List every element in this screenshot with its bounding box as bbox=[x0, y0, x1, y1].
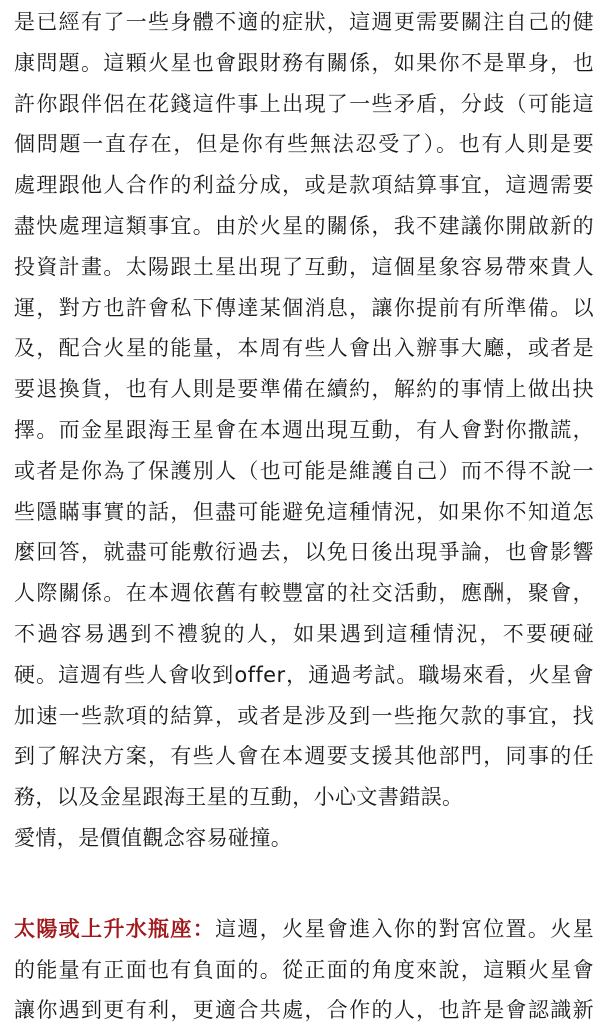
text-line: 不過容易遇到不禮貌的人，如果遇到這種情況，不要硬碰 bbox=[14, 621, 594, 646]
text-line: 要退換貨，也有人則是要準備在續約，解約的事情上做出抉 bbox=[14, 377, 594, 402]
text-line: 運，對方也許會私下傳達某個消息，讓你提前有所準備。以 bbox=[14, 295, 594, 320]
text-line: 的能量有正面也有負面的。從正面的角度來說，這顆火星會 bbox=[14, 957, 594, 982]
love-summary: 愛情，是價值觀念容易碰撞。 bbox=[14, 825, 293, 850]
text-line: 擇。而金星跟海王星會在本週出現互動，有人會對你撒謊， bbox=[14, 417, 594, 442]
article-body bbox=[14, 0, 594, 1031]
section-aquarius bbox=[14, 909, 594, 1031]
text-line: 許你跟伴侶在花錢這件事上出現了一些矛盾，分歧（可能這 bbox=[14, 91, 594, 116]
section-intro-text: 這週，火星會進入你的對宮位置。火星 bbox=[215, 916, 594, 941]
text-line: 投資計畫。太陽跟土星出現了互動，這個星象容易帶來貴人 bbox=[14, 254, 594, 279]
text-line: 是已經有了一些身體不適的症狀，這週更需要關注自己的健 bbox=[14, 10, 594, 34]
text-line: 個問題一直存在，但是你有些無法忍受了）。也有人則是要 bbox=[14, 132, 594, 157]
text-line: 人際關係。在本週依舊有較豐富的社交活動，應酬，聚會， bbox=[14, 581, 594, 606]
paragraph bbox=[14, 2, 594, 818]
section-heading-aquarius: 太陽或上升水瓶座： bbox=[14, 916, 216, 941]
text-line: 加速一些款項的結算，或者是涉及到一些拖欠款的事宜，找 bbox=[14, 703, 594, 728]
text-line: 硬。這週有些人會收到offer，通過考試。職場來看，火星會 bbox=[14, 662, 594, 687]
text-line: 康問題。這顆火星也會跟財務有關係，如果你不是單身，也 bbox=[14, 50, 594, 75]
text-line: 些隱瞞事實的話，但盡可能避免這種情況，如果你不知道怎 bbox=[14, 499, 594, 524]
text-line: 或者是你為了保護別人（也可能是維護自己）而不得不說一 bbox=[14, 458, 594, 483]
text-line: 麼回答，就盡可能敷衍過去，以免日後出現爭論，也會影響 bbox=[14, 540, 594, 565]
text-line: 讓你遇到更有利，更適合共處，合作的人，也許是會認識新 bbox=[14, 998, 594, 1023]
section-first-line bbox=[14, 909, 594, 950]
paragraph-gap bbox=[14, 859, 594, 909]
text-line: 處理跟他人合作的利益分成，或是款項結算事宜，這週需要 bbox=[14, 173, 594, 198]
text-line: 及，配合火星的能量，本周有些人會出入辦事大廳，或者是 bbox=[14, 336, 594, 361]
text-line: 務，以及金星跟海王星的互動，小心文書錯誤。 bbox=[14, 785, 464, 810]
text-line: 盡快處理這類事宜。由於火星的關係，我不建議你開啟新的 bbox=[14, 213, 594, 238]
text-line: 到了解決方案，有些人會在本週要支援其他部門，同事的任 bbox=[14, 744, 594, 769]
